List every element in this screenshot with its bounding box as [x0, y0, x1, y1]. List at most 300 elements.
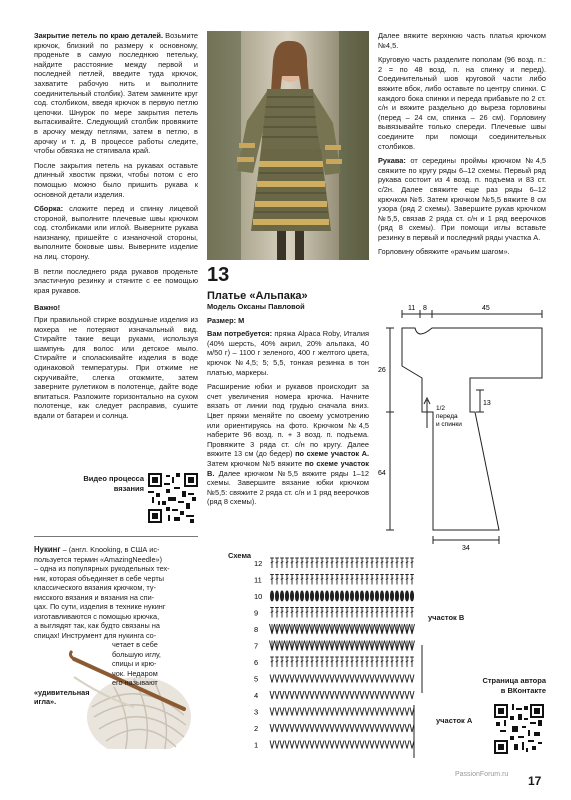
scheme-stitch	[315, 624, 320, 634]
scheme-stitch	[300, 558, 304, 568]
scheme-stitch	[335, 657, 339, 667]
scheme-stitch	[310, 708, 314, 716]
scheme-stitch	[405, 624, 410, 634]
scheme-stitch	[390, 608, 394, 618]
scheme-stitch	[395, 558, 399, 568]
scheme-stitch	[305, 641, 310, 651]
scheme-stitch	[405, 708, 409, 716]
scheme-stitch	[340, 624, 345, 634]
scheme-stitch	[360, 724, 364, 732]
scheme-stitch	[385, 675, 389, 683]
scheme-stitch	[335, 641, 340, 651]
scheme-stitch	[295, 591, 298, 601]
scheme-stitch	[365, 624, 370, 634]
scheme-stitch	[280, 624, 285, 634]
scheme-stitch	[410, 641, 415, 651]
scheme-stitch	[390, 741, 394, 749]
scheme-stitch	[350, 657, 354, 667]
scheme-stitch	[350, 641, 355, 651]
scheme-stitch	[395, 591, 398, 601]
scheme-stitch	[330, 708, 334, 716]
scheme-stitch	[335, 575, 339, 585]
scheme-stitch	[280, 724, 284, 732]
scheme-stitch	[380, 675, 384, 683]
pattern-number: 13	[207, 264, 230, 286]
scheme-stitch	[395, 624, 400, 634]
scheme-stitch	[380, 591, 383, 601]
scheme-stitch	[305, 558, 309, 568]
video-qr-code[interactable]	[148, 473, 198, 523]
scheme-stitch	[270, 708, 274, 716]
crochet-scheme	[250, 553, 450, 759]
scheme-stitch	[395, 608, 399, 618]
scheme-stitch	[365, 691, 369, 699]
scheme-stitch	[360, 608, 364, 618]
scheme-stitch	[345, 741, 349, 749]
scheme-stitch	[325, 624, 330, 634]
scheme-stitch	[390, 691, 394, 699]
scheme-stitch	[275, 624, 280, 634]
scheme-stitch	[375, 708, 379, 716]
paragraph-sleeves: Рукава: от середины проймы крючком №4,5 свяжите по кругу ряды 6–12 схемы. Первый ряд рукава состоит из 4 возд. п. подъема и 83 ст. с/2н. Далее свяжите еще раз ряды 6–12 крючком №5. Затем крючком №5,5 вяжите 8 см узора (ряд 2 схемы). Завершите рукав крючком №5,5, связав 2 ряда ст. с/н и 1 ряд веерочков (ряд 8 схемы). При помощи иглы вставьте резинку в первый и последний ряды участка А.	[378, 156, 546, 242]
scheme-stitch	[400, 624, 405, 634]
scheme-stitch	[405, 675, 409, 683]
scheme-stitch	[385, 558, 389, 568]
scheme-stitch	[355, 624, 360, 634]
scheme-stitch	[365, 657, 369, 667]
scheme-stitch	[275, 657, 279, 667]
scheme-stitch	[330, 608, 334, 618]
scheme-stitch	[305, 591, 308, 601]
scheme-stitch	[290, 591, 293, 601]
important-heading: Важно!	[34, 303, 61, 313]
scheme-stitch	[310, 675, 314, 683]
scheme-stitch	[315, 608, 319, 618]
scheme-stitch	[310, 624, 315, 634]
scheme-stitch	[345, 657, 349, 667]
scheme-stitch	[295, 741, 299, 749]
scheme-stitch	[285, 608, 289, 618]
scheme-stitch	[410, 591, 413, 601]
scheme-stitch	[325, 741, 329, 749]
scheme-stitch	[355, 708, 359, 716]
scheme-stitch	[395, 575, 399, 585]
scheme-stitch	[300, 708, 304, 716]
scheme-stitch	[305, 624, 310, 634]
scheme-stitch	[325, 724, 329, 732]
scheme-stitch	[355, 691, 359, 699]
scheme-stitch	[305, 575, 309, 585]
scheme-stitch	[385, 657, 389, 667]
scheme-row-label: 1	[254, 740, 259, 750]
scheme-stitch	[350, 724, 354, 732]
scheme-stitch	[345, 575, 349, 585]
scheme-stitch	[340, 608, 344, 618]
scheme-stitch	[315, 558, 319, 568]
scheme-stitch	[325, 675, 329, 683]
scheme-stitch	[300, 641, 305, 651]
scheme-stitch	[315, 675, 319, 683]
scheme-stitch	[385, 708, 389, 716]
scheme-stitch	[385, 624, 390, 634]
scheme-stitch	[380, 575, 384, 585]
scheme-stitch	[390, 575, 394, 585]
scheme-stitch	[400, 591, 403, 601]
scheme-title: Схема	[228, 551, 252, 560]
scheme-stitch	[360, 657, 364, 667]
scheme-row-label: 12	[254, 559, 263, 568]
scheme-stitch	[335, 741, 339, 749]
scheme-stitch	[280, 641, 285, 651]
scheme-stitch	[335, 608, 339, 618]
scheme-stitch	[275, 575, 279, 585]
scheme-stitch	[370, 591, 373, 601]
scheme-stitch	[395, 708, 399, 716]
scheme-stitch	[365, 708, 369, 716]
scheme-stitch	[340, 575, 344, 585]
scheme-stitch	[305, 675, 309, 683]
paragraph-circular: Круговую часть разделите пополам (96 возд. п.: 2 = по 48 возд. п. на спинку и перед). Соединительный шов круговой части либо вяжите вбок, либо оставьте по центру спинки. С каждого бока спинки и переда прибавьте по 2 ст. с/н и вяжите раздельно до выреза горловины (перед – 24 см, спинка – 26 см). Горловину вывязывайте только спереди. Плечевые швы соедините при помощи соединительных столбиков.	[378, 55, 546, 151]
scheme-stitch	[400, 741, 404, 749]
scheme-stitch	[370, 624, 375, 634]
scheme-stitch	[380, 657, 384, 667]
scheme-stitch	[285, 575, 289, 585]
scheme-stitch	[275, 675, 279, 683]
scheme-stitch	[310, 657, 314, 667]
scheme-stitch	[280, 708, 284, 716]
scheme-stitch	[345, 675, 349, 683]
scheme-stitch	[315, 708, 319, 716]
scheme-stitch	[350, 558, 354, 568]
scheme-stitch	[305, 741, 309, 749]
scheme-stitch	[370, 575, 374, 585]
scheme-stitch	[400, 558, 404, 568]
scheme-stitch	[350, 741, 354, 749]
scheme-stitch	[410, 624, 415, 634]
scheme-stitch	[310, 591, 313, 601]
dim-64: 64	[378, 470, 386, 477]
scheme-stitch	[345, 691, 349, 699]
scheme-stitch	[355, 675, 359, 683]
scheme-stitch	[375, 675, 379, 683]
scheme-stitch	[280, 741, 284, 749]
scheme-stitch	[390, 675, 394, 683]
scheme-stitch	[400, 657, 404, 667]
scheme-stitch	[375, 575, 379, 585]
scheme-stitch	[375, 608, 379, 618]
footer-site: PassionForum.ru	[455, 771, 509, 778]
scheme-stitch	[345, 641, 350, 651]
scheme-stitch	[380, 708, 384, 716]
dress-photo	[207, 31, 369, 260]
scheme-stitch	[370, 641, 375, 651]
scheme-stitch	[300, 657, 304, 667]
scheme-stitch	[390, 591, 393, 601]
scheme-stitch	[275, 641, 280, 651]
pattern-author: Модель Оксаны Павловой	[207, 302, 305, 311]
scheme-stitch	[320, 691, 324, 699]
scheme-stitch	[295, 641, 300, 651]
scheme-stitch	[345, 558, 349, 568]
scheme-stitch	[270, 691, 274, 699]
scheme-stitch	[335, 724, 339, 732]
scheme-stitch	[325, 575, 329, 585]
scheme-stitch	[360, 691, 364, 699]
scheme-stitch	[385, 608, 389, 618]
scheme-stitch	[320, 575, 324, 585]
scheme-stitch	[360, 558, 364, 568]
scheme-stitch	[410, 608, 414, 618]
scheme-stitch	[375, 558, 379, 568]
pattern-size: Размер: М	[207, 315, 245, 325]
scheme-stitch	[410, 675, 414, 683]
scheme-stitch	[355, 641, 360, 651]
scheme-stitch	[275, 558, 279, 568]
scheme-stitch	[360, 624, 365, 634]
scheme-stitch	[395, 641, 400, 651]
page-number: 17	[528, 774, 542, 788]
dim-34: 34	[462, 545, 470, 550]
scheme-stitch	[280, 608, 284, 618]
scheme-stitch	[345, 624, 350, 634]
scheme-stitch	[350, 624, 355, 634]
scheme-row-label: 4	[254, 691, 259, 700]
scheme-stitch	[275, 591, 278, 601]
scheme-stitch	[295, 558, 299, 568]
scheme-stitch	[300, 691, 304, 699]
scheme-stitch	[370, 691, 374, 699]
video-label: Видео процесса вязания	[83, 474, 144, 493]
scheme-stitch	[340, 691, 344, 699]
scheme-stitch	[395, 691, 399, 699]
left-column	[34, 31, 198, 426]
scheme-stitch	[285, 675, 289, 683]
scheme-stitch	[280, 558, 284, 568]
scheme-stitch	[340, 558, 344, 568]
paragraph-upper: Далее вяжите верхнюю часть платья крючком №4,5.	[378, 31, 546, 50]
scheme-stitch	[290, 624, 295, 634]
scheme-stitch	[295, 624, 300, 634]
scheme-stitch	[325, 657, 329, 667]
middle-column	[207, 302, 369, 512]
scheme-stitch	[340, 591, 343, 601]
scheme-row-label: 10	[254, 592, 263, 601]
scheme-stitch	[375, 624, 380, 634]
scheme-stitch	[330, 724, 334, 732]
scheme-stitch	[300, 624, 305, 634]
scheme-stitch	[310, 558, 314, 568]
paragraph-edge-closing: Закрытие петель по краю деталей. Возьмите крючок, близкий по размеру к основному, проденьте в самую последнюю петельку, найдите расстояние между первой и последней петлей, введите туда крючок, захватите рабочую нить и выполните соединительный столбик). Затем замкните круг сод. столбиком, введя крючок в первую петлю цепочки. Шнурок по мере закрытия петель вытаскивайте. Следующий столбик провяжите в арочку между петлями, затем в петлю, в арочку и т. д. В процессе работы следите, чтобы обвязка не стягивала край.	[34, 31, 198, 156]
scheme-stitch	[320, 657, 324, 667]
scheme-stitch	[330, 591, 333, 601]
scheme-stitch	[390, 624, 395, 634]
scheme-stitch	[295, 708, 299, 716]
scheme-stitch	[320, 675, 324, 683]
scheme-stitch	[300, 724, 304, 732]
scheme-stitch	[405, 575, 409, 585]
scheme-stitch	[395, 657, 399, 667]
scheme-stitch	[350, 691, 354, 699]
scheme-stitch	[385, 575, 389, 585]
scheme-stitch	[370, 741, 374, 749]
paragraph-assembly: Сборка: сложите перед и спинку лицевой стороной, выполните плечевые швы крючком сод. столбиками или иглой. Выверните рукава наизнанку, пришейте с изнаночной стороны, выполните боковые швы. Выверните изделие на лиц. сторону.	[34, 204, 198, 262]
scheme-stitch	[300, 591, 303, 601]
scheme-stitch	[285, 657, 289, 667]
scheme-stitch	[370, 558, 374, 568]
scheme-row-label: 3	[254, 707, 259, 717]
scheme-stitch	[285, 558, 289, 568]
scheme-stitch	[380, 624, 385, 634]
scheme-stitch	[310, 741, 314, 749]
scheme-stitch	[290, 575, 294, 585]
scheme-stitch	[360, 675, 364, 683]
scheme-stitch	[315, 575, 319, 585]
scheme-stitch	[340, 675, 344, 683]
scheme-stitch	[320, 558, 324, 568]
scheme-stitch	[295, 608, 299, 618]
dim-11: 11	[408, 305, 416, 312]
scheme-stitch	[400, 724, 404, 732]
scheme-stitch	[270, 575, 274, 585]
scheme-stitch	[395, 675, 399, 683]
scheme-stitch	[390, 724, 394, 732]
scheme-stitch	[370, 708, 374, 716]
scheme-stitch	[310, 691, 314, 699]
scheme-stitch	[320, 641, 325, 651]
scheme-stitch	[355, 608, 359, 618]
dress-pattern-diagram	[370, 300, 550, 550]
scheme-stitch	[385, 591, 388, 601]
scheme-stitch	[385, 741, 389, 749]
paragraph-skirt: Расширение юбки и рукавов происходит за счет увеличения номера крючка. Начните вязать от линии под грудью сначала вниз. Цвет пряжи меняйте по своему усмотрению или ориентируясь на фото. Крючком №4,5 наберите 96 возд. п. + 3 возд. п. подъема. Провяжите 3 ряда ст. с/н по кругу. Далее вяжите 13 см (до бедер) по схеме участок А. Затем крючком №5 вяжите по схеме участок В. Далее крючком №5,5 вяжите ряды 1–12 схемы. Завершите вязание юбки крючком №5,5: свяжите 2 ряда ст. с/н и 1 ряд веерочков (ряд 8 схемы).	[207, 382, 369, 507]
scheme-stitch	[275, 741, 279, 749]
scheme-stitch	[375, 591, 378, 601]
scheme-stitch	[325, 608, 329, 618]
scheme-stitch	[400, 708, 404, 716]
scheme-stitch	[330, 558, 334, 568]
scheme-stitch	[270, 608, 274, 618]
scheme-stitch	[280, 657, 284, 667]
scheme-stitch	[335, 591, 338, 601]
scheme-stitch	[290, 608, 294, 618]
author-page-label: Страница автора в ВКонтакте	[482, 676, 546, 695]
scheme-stitch	[400, 691, 404, 699]
scheme-stitch	[300, 608, 304, 618]
scheme-stitch	[305, 691, 309, 699]
scheme-stitch	[280, 691, 284, 699]
scheme-stitch	[355, 575, 359, 585]
scheme-stitch	[395, 741, 399, 749]
dim-13: 13	[483, 400, 491, 407]
scheme-stitch	[300, 675, 304, 683]
scheme-stitch	[350, 608, 354, 618]
scheme-stitch	[330, 624, 335, 634]
scheme-stitch	[270, 624, 275, 634]
scheme-stitch	[310, 641, 315, 651]
scheme-stitch	[290, 741, 294, 749]
dim-45: 45	[482, 305, 490, 312]
scheme-stitch	[325, 558, 329, 568]
scheme-stitch	[370, 657, 374, 667]
scheme-stitch	[355, 591, 358, 601]
scheme-stitch	[295, 657, 299, 667]
scheme-stitch	[405, 741, 409, 749]
scheme-stitch	[305, 657, 309, 667]
scheme-stitch	[320, 608, 324, 618]
scheme-stitch	[375, 641, 380, 651]
scheme-stitch	[350, 675, 354, 683]
paragraph-materials: Вам потребуется: пряжа Alpaca Roby, Италия (40% шерсть, 40% акрил, 20% альпака, 40 м/50 г) – 1100 г зеленого, 400 г желтого цвета, крючок №4,5; 5; 5,5, тонкая резинка в тон платью, маркеры.	[207, 329, 370, 377]
scheme-stitch	[285, 724, 289, 732]
scheme-stitch	[410, 575, 414, 585]
scheme-stitch	[270, 741, 274, 749]
scheme-stitch	[360, 741, 364, 749]
part-label-3: и спинки	[436, 421, 462, 428]
scheme-stitch	[330, 741, 334, 749]
scheme-stitch	[380, 558, 384, 568]
pattern-title: Платье «Альпака»	[207, 290, 308, 302]
scheme-stitch	[350, 708, 354, 716]
scheme-stitch	[315, 657, 319, 667]
scheme-stitch	[370, 608, 374, 618]
scheme-stitch	[360, 708, 364, 716]
scheme-stitch	[355, 657, 359, 667]
scheme-stitch	[275, 724, 279, 732]
scheme-stitch	[300, 741, 304, 749]
scheme-stitch	[325, 691, 329, 699]
scheme-stitch	[400, 575, 404, 585]
scheme-stitch	[370, 675, 374, 683]
scheme-stitch	[405, 608, 409, 618]
scheme-stitch	[270, 657, 274, 667]
scheme-stitch	[380, 641, 385, 651]
scheme-stitch	[360, 641, 365, 651]
scheme-stitch	[365, 591, 368, 601]
scheme-stitch	[290, 724, 294, 732]
scheme-stitch	[290, 558, 294, 568]
scheme-stitch	[340, 741, 344, 749]
scheme-stitch	[270, 724, 274, 732]
scheme-stitch	[365, 724, 369, 732]
scheme-stitch	[310, 575, 314, 585]
scheme-stitch	[270, 558, 274, 568]
scheme-stitch	[365, 741, 369, 749]
scheme-stitch	[330, 641, 335, 651]
scheme-stitch	[360, 575, 364, 585]
scheme-stitch	[405, 724, 409, 732]
scheme-stitch	[315, 641, 320, 651]
scheme-row-label: 2	[254, 724, 259, 733]
scheme-stitch	[315, 724, 319, 732]
scheme-stitch	[380, 741, 384, 749]
scheme-stitch	[375, 741, 379, 749]
scheme-stitch	[410, 657, 414, 667]
paragraph-neckline: Горловину обвяжите «рачьим шагом».	[378, 247, 510, 257]
scheme-stitch	[290, 657, 294, 667]
author-qr-code[interactable]	[494, 704, 544, 754]
scheme-stitch	[380, 691, 384, 699]
scheme-stitch	[345, 591, 348, 601]
scheme-stitch	[285, 741, 289, 749]
scheme-stitch	[375, 657, 379, 667]
scheme-stitch	[285, 624, 290, 634]
scheme-stitch	[335, 558, 339, 568]
scheme-stitch	[340, 657, 344, 667]
scheme-stitch	[400, 675, 404, 683]
scheme-stitch	[345, 724, 349, 732]
scheme-stitch	[375, 724, 379, 732]
scheme-stitch	[335, 624, 340, 634]
